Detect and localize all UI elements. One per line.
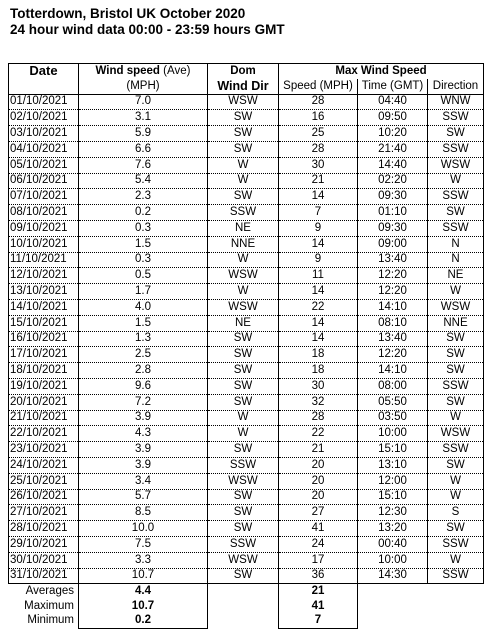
summary-row [9, 584, 484, 599]
max-wind-header: Max Wind Speed [279, 64, 484, 79]
max-dir-cell: SSW [428, 568, 484, 584]
avg-speed-cell: 7.2 [79, 394, 208, 410]
dom-dir-cell: NNE [208, 236, 279, 252]
avg-speed-cell: 3.9 [79, 442, 208, 458]
table-row [9, 521, 484, 537]
max-time-cell: 21:40 [358, 141, 428, 157]
wind-speed-header-label: Wind speed [95, 64, 160, 77]
avg-speed-cell: 10.7 [79, 568, 208, 584]
table-row [9, 552, 484, 568]
avg-speed-cell: 5.4 [79, 173, 208, 189]
dom-dir-cell: WSW [208, 552, 279, 568]
date-cell: 04/10/2021 [9, 141, 79, 157]
avg-speed-cell: 5.7 [79, 489, 208, 505]
date-cell: 06/10/2021 [9, 173, 79, 189]
max-time-cell: 02:20 [358, 173, 428, 189]
summary-spacer [358, 599, 428, 614]
max-time-cell: 05:50 [358, 394, 428, 410]
max-speed-cell: 32 [279, 394, 358, 410]
max-time-cell: 14:40 [358, 157, 428, 173]
max-speed-cell: 9 [279, 252, 358, 268]
date-cell: 14/10/2021 [9, 299, 79, 315]
table-row [9, 252, 484, 268]
date-cell: 24/10/2021 [9, 457, 79, 473]
avg-speed-cell: 8.5 [79, 505, 208, 521]
table-row [9, 394, 484, 410]
max-time-cell: 09:30 [358, 189, 428, 205]
table-row [9, 347, 484, 363]
avg-speed-cell: 4.3 [79, 426, 208, 442]
max-dir-cell: SSW [428, 536, 484, 552]
wind-speed-header [79, 64, 208, 79]
max-time-cell: 08:10 [358, 315, 428, 331]
max-time-cell: 10:00 [358, 552, 428, 568]
avg-speed-cell: 3.9 [79, 410, 208, 426]
max-speed-cell: 14 [279, 315, 358, 331]
dom-dir-cell: WSW [208, 299, 279, 315]
max-speed-cell: 14 [279, 284, 358, 300]
max-time-cell: 13:40 [358, 331, 428, 347]
dom-dir-cell: SW [208, 347, 279, 363]
max-time-cell: 12:00 [358, 473, 428, 489]
date-cell: 15/10/2021 [9, 315, 79, 331]
dom-dir-cell: SW [208, 189, 279, 205]
max-dir-cell: W [428, 473, 484, 489]
table-row [9, 268, 484, 284]
table-row [9, 141, 484, 157]
dom-dir-cell: WSW [208, 94, 279, 110]
max-dir-cell: SSW [428, 110, 484, 126]
avg-speed-cell: 2.5 [79, 347, 208, 363]
summary-spacer [428, 584, 484, 599]
table-row [9, 284, 484, 300]
avg-speed-cell: 0.2 [79, 205, 208, 221]
max-dir-cell: W [428, 489, 484, 505]
max-dir-cell: SW [428, 394, 484, 410]
avg-speed-cell: 2.3 [79, 189, 208, 205]
date-cell: 25/10/2021 [9, 473, 79, 489]
max-dir-cell: SW [428, 363, 484, 379]
max-speed-cell: 22 [279, 299, 358, 315]
max-speed-cell: 28 [279, 410, 358, 426]
max-dir-cell: SW [428, 205, 484, 221]
table-row [9, 568, 484, 584]
summary-row [9, 599, 484, 614]
table-row [9, 442, 484, 458]
summary-spacer [208, 584, 279, 599]
dom-dir-cell: NE [208, 220, 279, 236]
max-time-cell: 09:00 [358, 236, 428, 252]
max-time-cell: 12:30 [358, 505, 428, 521]
date-cell: 31/10/2021 [9, 568, 79, 584]
max-dir-cell: SSW [428, 378, 484, 394]
max-speed-cell: 18 [279, 363, 358, 379]
max-time-cell: 12:20 [358, 268, 428, 284]
dom-dir-cell: SW [208, 126, 279, 142]
date-cell: 11/10/2021 [9, 252, 79, 268]
table-row [9, 489, 484, 505]
max-time-cell: 13:20 [358, 521, 428, 537]
max-speed-cell: 22 [279, 426, 358, 442]
max-speed-cell: 24 [279, 536, 358, 552]
max-time-cell: 01:10 [358, 205, 428, 221]
max-speed-cell: 20 [279, 489, 358, 505]
table-row [9, 426, 484, 442]
table-row [9, 378, 484, 394]
max-dir-cell: W [428, 284, 484, 300]
max-speed-cell: 25 [279, 126, 358, 142]
dom-dir-cell: W [208, 426, 279, 442]
max-time-cell: 09:30 [358, 220, 428, 236]
date-cell: 05/10/2021 [9, 157, 79, 173]
summary-speed-cell: 4.4 [79, 584, 208, 599]
summary-max-cell: 41 [279, 599, 358, 614]
max-time-header: Time (GMT) [358, 79, 428, 94]
max-time-cell: 00:40 [358, 536, 428, 552]
summary-label: Minimum [27, 614, 74, 627]
max-speed-cell: 14 [279, 331, 358, 347]
dom-dir-cell: SSW [208, 457, 279, 473]
dom-dir-cell: SW [208, 521, 279, 537]
table-row [9, 457, 484, 473]
dom-dir-cell: WSW [208, 473, 279, 489]
header-row-2 [9, 79, 484, 94]
max-dir-cell: SW [428, 457, 484, 473]
max-speed-cell: 28 [279, 141, 358, 157]
max-time-cell: 13:10 [358, 457, 428, 473]
table-row [9, 189, 484, 205]
max-speed-header: Speed (MPH) [279, 79, 358, 94]
max-time-cell: 14:10 [358, 299, 428, 315]
avg-speed-cell: 5.9 [79, 126, 208, 142]
avg-speed-cell: 7.5 [79, 536, 208, 552]
page-subtitle: 24 hour wind data 00:00 - 23:59 hours GMT [10, 22, 285, 37]
max-dir-cell: W [428, 410, 484, 426]
table-row [9, 173, 484, 189]
max-dir-cell: WSW [428, 299, 484, 315]
summary-speed-cell: 0.2 [79, 613, 208, 628]
max-time-cell: 12:20 [358, 284, 428, 300]
date-cell: 07/10/2021 [9, 189, 79, 205]
date-cell: 02/10/2021 [9, 110, 79, 126]
summary-spacer [208, 599, 279, 614]
max-speed-cell: 16 [279, 110, 358, 126]
max-speed-cell: 27 [279, 505, 358, 521]
table-row [9, 505, 484, 521]
max-time-cell: 14:10 [358, 363, 428, 379]
max-speed-cell: 20 [279, 457, 358, 473]
date-cell: 16/10/2021 [9, 331, 79, 347]
max-speed-cell: 21 [279, 442, 358, 458]
avg-speed-cell: 9.6 [79, 378, 208, 394]
max-dir-cell: NNE [428, 315, 484, 331]
avg-speed-cell: 6.6 [79, 141, 208, 157]
dom-header-line1: Dom [208, 64, 279, 79]
table-row [9, 220, 484, 236]
date-cell: 22/10/2021 [9, 426, 79, 442]
dom-dir-cell: W [208, 252, 279, 268]
date-cell: 12/10/2021 [9, 268, 79, 284]
max-dir-cell: W [428, 552, 484, 568]
max-speed-cell: 30 [279, 378, 358, 394]
max-dir-cell: SSW [428, 442, 484, 458]
max-time-cell: 08:00 [358, 378, 428, 394]
dom-dir-cell: W [208, 284, 279, 300]
avg-speed-cell: 3.3 [79, 552, 208, 568]
dom-dir-cell: SW [208, 568, 279, 584]
table-row [9, 110, 484, 126]
date-cell: 20/10/2021 [9, 394, 79, 410]
dom-dir-cell: SW [208, 394, 279, 410]
date-cell: 17/10/2021 [9, 347, 79, 363]
date-cell: 03/10/2021 [9, 126, 79, 142]
max-time-cell: 12:20 [358, 347, 428, 363]
table-row [9, 363, 484, 379]
max-dir-cell: SW [428, 347, 484, 363]
max-speed-cell: 11 [279, 268, 358, 284]
table-row [9, 410, 484, 426]
max-time-cell: 04:40 [358, 94, 428, 110]
avg-speed-cell: 1.3 [79, 331, 208, 347]
dom-dir-cell: SW [208, 505, 279, 521]
avg-speed-cell: 2.8 [79, 363, 208, 379]
max-dir-cell: WSW [428, 426, 484, 442]
avg-speed-cell: 1.5 [79, 315, 208, 331]
date-cell: 18/10/2021 [9, 363, 79, 379]
table-row [9, 473, 484, 489]
max-dir-cell: N [428, 252, 484, 268]
table-row [9, 331, 484, 347]
date-cell: 29/10/2021 [9, 536, 79, 552]
max-speed-cell: 18 [279, 347, 358, 363]
avg-speed-cell: 1.5 [79, 236, 208, 252]
summary-speed-cell: 10.7 [79, 599, 208, 614]
table-row [9, 236, 484, 252]
date-cell: 23/10/2021 [9, 442, 79, 458]
page-header [10, 6, 285, 38]
date-cell: 26/10/2021 [9, 489, 79, 505]
dom-dir-cell: NE [208, 315, 279, 331]
avg-speed-cell: 1.7 [79, 284, 208, 300]
dom-header-line2: Wind Dir [208, 79, 279, 94]
date-cell: 08/10/2021 [9, 205, 79, 221]
summary-label: Maximum [24, 599, 74, 612]
max-speed-cell: 7 [279, 205, 358, 221]
date-cell: 28/10/2021 [9, 521, 79, 537]
wind-speed-unit: (MPH) [79, 79, 208, 94]
max-dir-cell: SSW [428, 189, 484, 205]
dom-dir-cell: SW [208, 442, 279, 458]
table-row [9, 94, 484, 110]
summary-spacer [358, 613, 428, 628]
dom-dir-cell: W [208, 173, 279, 189]
date-cell: 19/10/2021 [9, 378, 79, 394]
max-speed-cell: 17 [279, 552, 358, 568]
max-dir-cell: SSW [428, 141, 484, 157]
max-speed-cell: 14 [279, 189, 358, 205]
table-row [9, 315, 484, 331]
date-header: Date [9, 64, 79, 95]
dom-dir-cell: SW [208, 110, 279, 126]
max-speed-cell: 14 [279, 236, 358, 252]
date-cell: 21/10/2021 [9, 410, 79, 426]
dom-dir-cell: SW [208, 331, 279, 347]
max-dir-cell: SW [428, 331, 484, 347]
max-dir-cell: S [428, 505, 484, 521]
avg-speed-cell: 4.0 [79, 299, 208, 315]
max-dir-cell: SSW [428, 220, 484, 236]
dom-dir-cell: SSW [208, 536, 279, 552]
max-dir-cell: WSW [428, 157, 484, 173]
avg-speed-cell: 0.5 [79, 268, 208, 284]
avg-speed-cell: 3.1 [79, 110, 208, 126]
max-time-cell: 15:10 [358, 442, 428, 458]
max-time-cell: 10:20 [358, 126, 428, 142]
dom-dir-cell: SSW [208, 205, 279, 221]
dom-dir-cell: SW [208, 378, 279, 394]
summary-row [9, 613, 484, 628]
max-dir-cell: WNW [428, 94, 484, 110]
max-speed-cell: 36 [279, 568, 358, 584]
max-dir-cell: W [428, 173, 484, 189]
table-row [9, 299, 484, 315]
max-speed-cell: 9 [279, 220, 358, 236]
summary-max-cell: 21 [279, 584, 358, 599]
date-cell: 13/10/2021 [9, 284, 79, 300]
avg-speed-cell: 3.4 [79, 473, 208, 489]
avg-speed-cell: 0.3 [79, 220, 208, 236]
max-speed-cell: 28 [279, 94, 358, 110]
dom-dir-cell: W [208, 410, 279, 426]
summary-spacer [208, 613, 279, 628]
date-cell: 27/10/2021 [9, 505, 79, 521]
dom-dir-cell: W [208, 157, 279, 173]
date-cell: 10/10/2021 [9, 236, 79, 252]
max-speed-cell: 41 [279, 521, 358, 537]
summary-max-cell: 7 [279, 613, 358, 628]
max-time-cell: 09:50 [358, 110, 428, 126]
avg-speed-cell: 7.6 [79, 157, 208, 173]
max-time-cell: 14:30 [358, 568, 428, 584]
dom-dir-cell: SW [208, 363, 279, 379]
max-dir-cell: SW [428, 521, 484, 537]
dom-dir-cell: WSW [208, 268, 279, 284]
dom-dir-cell: SW [208, 141, 279, 157]
wind-speed-header-suffix: (Ave) [163, 64, 191, 77]
dom-dir-cell: SW [208, 489, 279, 505]
wind-data-table [8, 63, 484, 629]
table-row [9, 126, 484, 142]
table-row [9, 205, 484, 221]
max-dir-cell: SW [428, 126, 484, 142]
max-speed-cell: 30 [279, 157, 358, 173]
date-cell: 01/10/2021 [9, 94, 79, 110]
max-speed-cell: 20 [279, 473, 358, 489]
max-direction-header: Direction [428, 79, 484, 94]
max-time-cell: 15:10 [358, 489, 428, 505]
avg-speed-cell: 0.3 [79, 252, 208, 268]
avg-speed-cell: 7.0 [79, 94, 208, 110]
max-dir-cell: NE [428, 268, 484, 284]
date-cell: 09/10/2021 [9, 220, 79, 236]
max-dir-cell: N [428, 236, 484, 252]
summary-spacer [358, 584, 428, 599]
max-time-cell: 03:50 [358, 410, 428, 426]
avg-speed-cell: 10.0 [79, 521, 208, 537]
max-time-cell: 10:00 [358, 426, 428, 442]
date-cell: 30/10/2021 [9, 552, 79, 568]
table-row [9, 157, 484, 173]
summary-label: Averages [9, 584, 79, 599]
avg-speed-cell: 3.9 [79, 457, 208, 473]
table-row [9, 536, 484, 552]
summary-spacer [428, 599, 484, 614]
max-time-cell: 13:40 [358, 252, 428, 268]
page-title: Totterdown, Bristol UK October 2020 [10, 6, 246, 21]
summary-spacer [428, 613, 484, 628]
max-speed-cell: 21 [279, 173, 358, 189]
header-row-1 [9, 64, 484, 79]
